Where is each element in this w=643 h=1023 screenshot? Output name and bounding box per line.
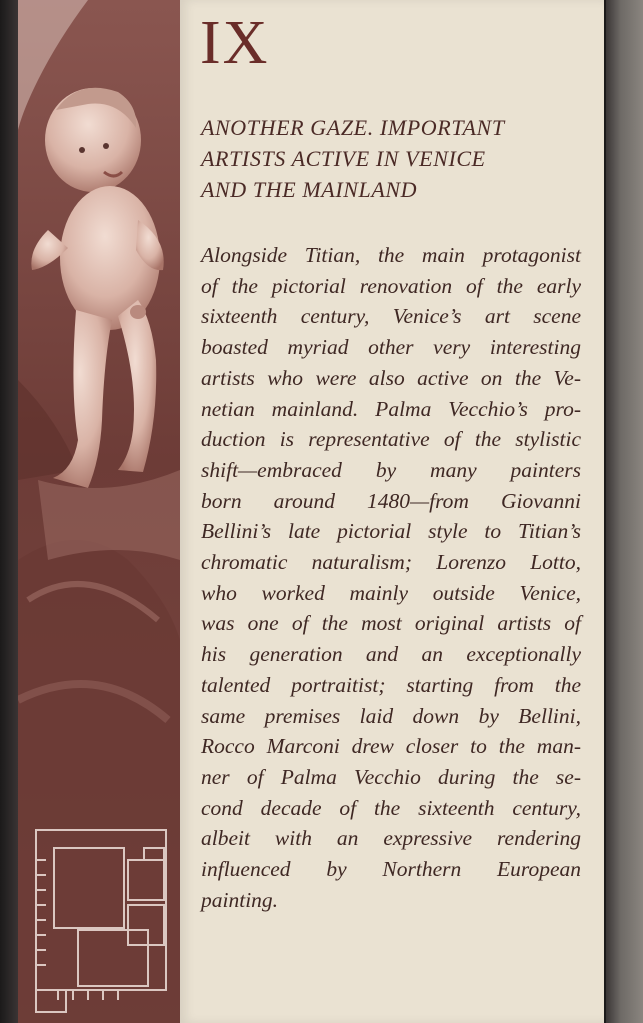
body-line: influenced by Northern European bbox=[201, 857, 581, 882]
heading-line: ARTISTS ACTIVE IN VENICE bbox=[201, 146, 486, 171]
body-line: sixteenth century, Venice’s art scene bbox=[201, 304, 581, 329]
section-heading bbox=[201, 112, 596, 205]
heading-line: AND THE MAINLAND bbox=[201, 177, 418, 202]
body-line: born around 1480—from Giovanni bbox=[201, 488, 581, 513]
putto-painting-illustration bbox=[18, 0, 180, 1023]
body-paragraph bbox=[201, 240, 581, 915]
wall-left bbox=[0, 0, 18, 1023]
wall-right bbox=[606, 0, 643, 1023]
painting-detail-strip bbox=[18, 0, 180, 1023]
section-numeral: IX bbox=[200, 9, 270, 77]
body-line: of the pictorial renovation of the early bbox=[201, 273, 581, 298]
body-line: artists who were also active on the Ve- bbox=[201, 365, 581, 390]
heading-line: ANOTHER GAZE. IMPORTANT bbox=[201, 115, 505, 140]
body-line: duction is representative of the stylistic bbox=[201, 427, 581, 452]
body-line: netian mainland. Palma Vecchio’s pro- bbox=[201, 396, 581, 421]
body-line: same premises laid down by Bellini, bbox=[201, 703, 581, 728]
body-line: Bellini’s late pictorial style to Titian’s bbox=[201, 519, 581, 544]
body-line: chromatic naturalism; Lorenzo Lotto, bbox=[201, 550, 581, 575]
body-line: albeit with an expressive rendering bbox=[201, 826, 581, 851]
body-line: boasted myriad other very interesting bbox=[201, 335, 581, 360]
body-line: Alongside Titian, the main protagonist bbox=[201, 243, 581, 267]
body-line: who worked mainly outside Venice, bbox=[201, 580, 581, 605]
body-line: was one of the most original artists of bbox=[201, 611, 581, 636]
body-line: shift—embraced by many painters bbox=[201, 457, 581, 482]
body-line: cond decade of the sixteenth century, bbox=[201, 795, 581, 820]
body-line: Rocco Marconi drew closer to the man- bbox=[201, 734, 581, 759]
body-line: ner of Palma Vecchio during the se- bbox=[201, 764, 581, 789]
body-line: painting. bbox=[201, 887, 279, 912]
body-line: talented portraitist; starting from the bbox=[201, 672, 581, 697]
body-line: his generation and an exceptionally bbox=[201, 642, 581, 667]
